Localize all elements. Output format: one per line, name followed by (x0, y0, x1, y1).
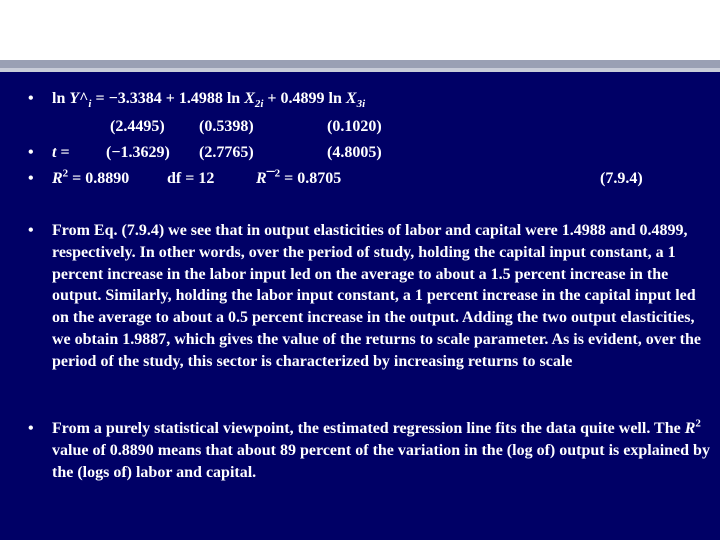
x2-symbol: X (244, 90, 255, 107)
adjusted-r-squared (256, 166, 341, 192)
standard-errors-row (0, 114, 720, 140)
r-squared-value: = 0.8890 (68, 170, 130, 187)
r-superscript: 2 (695, 417, 701, 430)
equation-number: (7.9.4) (600, 170, 643, 187)
slide-header (0, 0, 720, 60)
slide-body (0, 72, 720, 540)
y-symbol: Y (69, 90, 80, 107)
bullet: • (28, 420, 34, 437)
r-symbol: R (684, 420, 696, 437)
r-squared (52, 166, 129, 192)
subscript-i: i (88, 98, 92, 111)
bullet: • (28, 170, 34, 187)
x3-subscript: 3i (356, 98, 366, 111)
t-values-row (0, 140, 720, 166)
t-label (52, 140, 70, 166)
t-intercept: (−1.3629) (106, 144, 170, 161)
fit-text-end: value of 0.8890 means that about 89 percent of the variation in the (log of) output is explained by the (logs of) labor and capital. (52, 441, 710, 481)
rbar-superscript: 2 (274, 167, 281, 180)
regression-equation (0, 86, 720, 112)
r-superscript: 2 (62, 167, 69, 180)
equation-plus-term: + 0.4899 ln (263, 90, 346, 107)
t-capital: (4.8005) (327, 144, 382, 161)
t-symbol: t (52, 144, 57, 161)
bullet: • (28, 222, 34, 239)
x3-symbol: X (345, 90, 357, 107)
degrees-of-freedom: df = 12 (167, 170, 215, 187)
r-symbol: R (52, 170, 63, 187)
bullet: • (28, 144, 34, 161)
interpretation-text: From Eq. (7.9.4) we see that in output elasticities of labor and capital were 1.4988 and 0.4899, respectively. In other words, over the period of study, holding the capital input constant, a 1 percent increase in the labor input led on the average to about a 1.5 percent increase in the output. Similarly, holding the labor input constant, a 1 percent increase in the capital input led on the average to about a 0.5 percent increase in the output. Adding the two output elasticities, we obtain 1.9887, which gives the value of the returns to scale parameter. As is evident, over the period of the study, this sector is characterized by increasing returns to scale (52, 222, 701, 370)
fit-statistics-row (0, 166, 720, 192)
t-labor: (2.7765) (199, 144, 254, 161)
rbar-mark: ¯ (266, 170, 275, 187)
rbar-symbol: R (256, 170, 267, 187)
hat-symbol: ^ (79, 90, 89, 107)
equation-coefficients: = −3.3384 + 1.4988 ln (91, 90, 245, 107)
se-intercept: (2.4495) (110, 118, 165, 135)
ln-text: ln (52, 90, 70, 107)
t-equals: = (56, 144, 70, 161)
bullet: • (28, 90, 34, 107)
equation-text (52, 86, 365, 112)
se-capital: (0.1020) (327, 118, 382, 135)
fit-text-start: From a purely statistical viewpoint, the estimated regression line fits the data quite well. The (52, 420, 685, 437)
x2-subscript: 2i (254, 98, 264, 111)
adjusted-r-squared-value: = 0.8705 (280, 170, 342, 187)
statistical-fit-text (52, 418, 712, 483)
header-rule (0, 60, 720, 68)
se-labor: (0.5398) (199, 118, 254, 135)
